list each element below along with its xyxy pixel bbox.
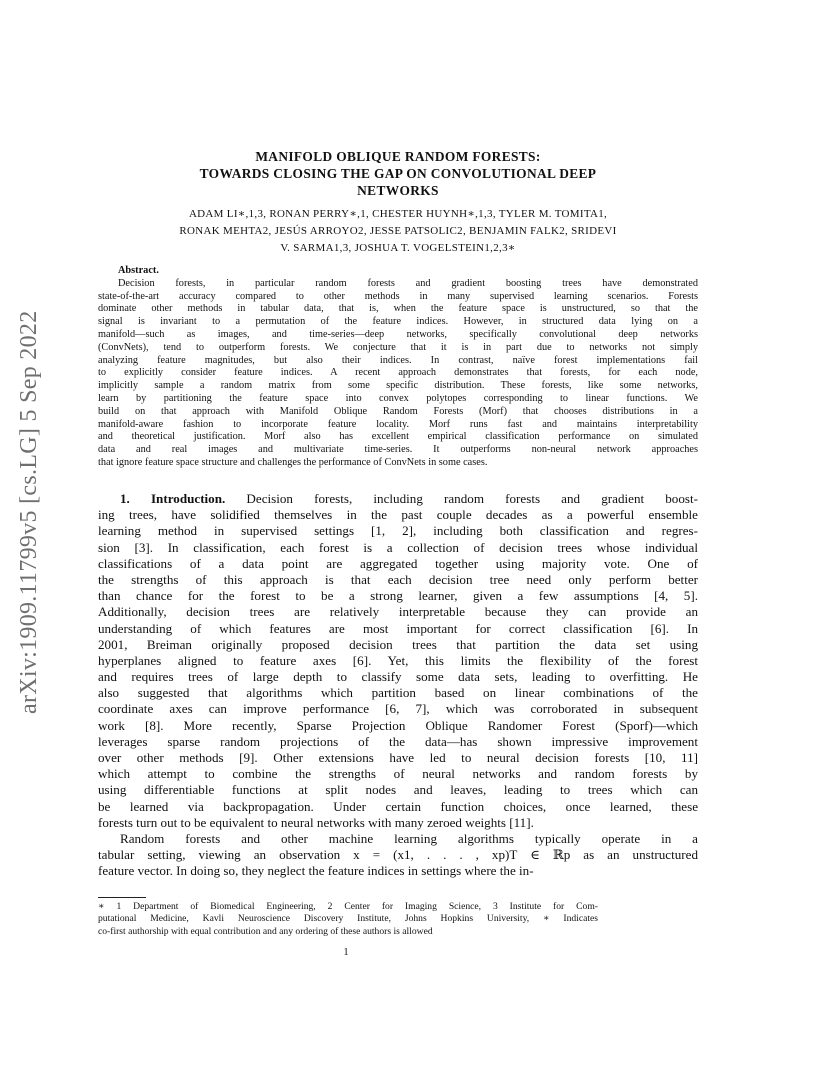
footnote-rule [98, 897, 146, 898]
introduction-body [98, 491, 698, 880]
introduction-section [98, 491, 698, 880]
introduction-line: leverages sparse random projections of the data—has shown impressive improvement [98, 733, 698, 749]
introduction-line: forests turn out to be equivalent to neural networks with many zeroed weights [11]. [98, 814, 534, 830]
introduction-line: classifications of a data point are aggregated together using majority vote. One of [98, 555, 698, 571]
author-line-1: ADAM LI∗,1,3, RONAN PERRY∗,1, CHESTER HUYNH∗,1,3, TYLER M. TOMITA1, [188, 208, 608, 220]
abstract-line: to explicitly consider feature indices. A recent approach demonstrates that forests, for each node, [98, 367, 698, 379]
paper-title [100, 148, 696, 199]
abstract-line: data and real images and multivariate time-series. It outperforms non-neural network approaches [98, 444, 698, 456]
abstract-line: build on that approach with Manifold Oblique Random Forests (Morf) that chooses distributions in a [98, 405, 698, 417]
abstract-line: (ConvNets), tend to outperform forests. We conjecture that it is in part due to networks not simply [98, 341, 698, 353]
footnote-line-2: putational Medicine, Kavli Neuroscience Discovery Institute, Johns Hopkins University, ∗ Indicates [98, 913, 598, 925]
introduction-line: coordinate axes can improve performance [6, 7], which was corroborated in subsequent [98, 701, 698, 717]
page-number: 1 [343, 947, 349, 958]
introduction-line: the strengths of this approach is that each decision tree need only perform better [98, 571, 698, 587]
introduction-line: be learned via backpropagation. Under certain function choices, once learned, these [98, 798, 698, 814]
introduction-line: using differentiable functions at split nodes and leaves, leading to trees which can [98, 782, 698, 798]
introduction-line: 1. Introduction. Decision forests, including random forests and gradient boost- [120, 491, 698, 506]
introduction-line: ing trees, have solidified themselves in the past couple decades as a powerful ensemble [98, 507, 698, 523]
introduction-line: tabular setting, viewing an observation x = (x1, . . . , xp)T ∈ ℝp as an unstructured [98, 847, 698, 863]
footnote-line-3: co-first authorship with equal contribution and any ordering of these authors is allowed [98, 925, 433, 937]
introduction-line: feature vector. In doing so, they neglect the feature indices in settings where the in- [98, 863, 534, 879]
author-list [98, 206, 698, 257]
abstract [98, 265, 698, 470]
footnote-line-1: ∗ 1 Department of Biomedical Engineering, 2 Center for Imaging Science, 3 Institute for Com- [98, 901, 598, 912]
introduction-line: work [8]. More recently, Sparse Projection Oblique Randomer Forest (Sporf)—which [98, 717, 698, 733]
abstract-line: state-of-the-art accuracy compared to other methods in many supervised learning scenarios. Forests [98, 290, 698, 302]
abstract-line: manifold—such as images, and time-series—deep networks, specifically convolutional deep networks [98, 328, 698, 340]
title-line-1: MANIFOLD OBLIQUE RANDOM FORESTS: [255, 149, 541, 164]
abstract-heading: Abstract. [118, 265, 159, 276]
author-line-2: RONAK MEHTA2, JESÚS ARROYO2, JESSE PATSOLIC2, BENJAMIN FALK2, SRIDEVI [179, 225, 617, 237]
section-heading: 1. Introduction. [120, 491, 226, 506]
introduction-line: understanding of which features are most important for correct classification [6]. In [98, 620, 698, 636]
abstract-line: learn by partitioning the feature space into convex polytopes corresponding to linear functions. We [98, 392, 698, 404]
author-line-3: V. SARMA1,3, JOSHUA T. VOGELSTEIN1,2,3∗ [280, 242, 516, 254]
introduction-line: 2001, Breiman originally proposed decision trees that partition the data set using [98, 636, 698, 652]
abstract-line: signal is invariant to a permutation of the feature indices. However, in structured data lying on a [98, 316, 698, 328]
introduction-line: learning method in supervised settings [1, 2], including both classification and regres- [98, 523, 698, 539]
introduction-line: also suggested that algorithms which partition based on linear combinations of the [98, 685, 698, 701]
abstract-line: that ignore feature space structure and challenges the performance of ConvNets in some cases. [98, 456, 488, 468]
arxiv-identifier: arXiv:1909.11799v5 [cs.LG] 5 Sep 2022 [16, 310, 42, 714]
introduction-line: and requires trees of large depth to classify some data sets, leading to overfitting. He [98, 669, 698, 685]
abstract-line: and theoretical justification. Morf also has excellent empirical classification performance on simulated [98, 431, 698, 443]
abstract-line: analyzing feature magnitudes, but also their indices. In contrast, naïve forest implementations fail [98, 354, 698, 366]
abstract-line: implicitly sample a random matrix from some specific distribution. These forests, like some networks, [98, 380, 698, 392]
abstract-line: manifold-aware fashion to incorporate feature locality. Morf runs fast and maintains interpretability [98, 418, 698, 430]
abstract-line: dominate other methods in tabular data, that is, when the feature space is unstructured, so that the [98, 303, 698, 315]
footnote [98, 901, 598, 938]
introduction-line: which attempt to combine the strengths of neural networks and random forests by [98, 766, 698, 782]
introduction-line: over other methods [9]. Other extensions have led to neural decision forests [10, 11] [98, 750, 698, 765]
title-line-3: NETWORKS [357, 183, 439, 198]
abstract-body [98, 278, 698, 470]
introduction-line: Random forests and other machine learning algorithms typically operate in a [120, 830, 698, 846]
introduction-line: sion [3]. In classification, each forest is a collection of decision trees whose individual [98, 539, 698, 555]
title-line-2: TOWARDS CLOSING THE GAP ON CONVOLUTIONAL DEEP [199, 166, 597, 181]
introduction-line: than chance for the forest to be a strong learner, given a few assumptions [4, 5]. [98, 588, 698, 604]
abstract-line: Decision forests, in particular random forests and gradient boosting trees have demonstrated [118, 277, 698, 289]
introduction-line: hyperplanes aligned to feature axes [6]. Yet, this limits the flexibility of the forest [98, 652, 698, 668]
introduction-line: Additionally, decision trees are relatively interpretable because they can provide an [98, 604, 698, 620]
